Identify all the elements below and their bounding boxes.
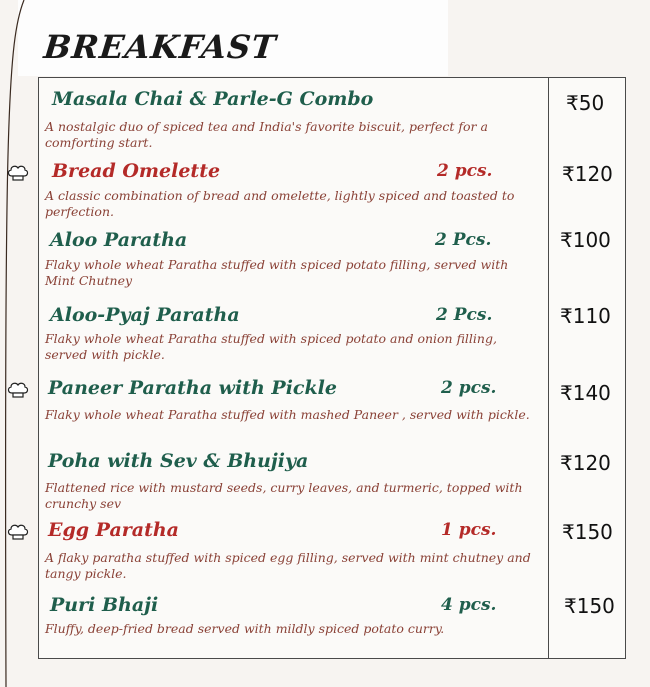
item-description: A classic combination of bread and omelette, lightly spiced and toasted to perfection. bbox=[45, 188, 515, 219]
item-name: Egg Paratha bbox=[48, 519, 179, 541]
price-column-divider bbox=[548, 77, 549, 659]
chef-hat-icon bbox=[6, 381, 30, 399]
item-price: ₹120 bbox=[562, 162, 613, 186]
item-price: ₹100 bbox=[560, 228, 611, 252]
item-description: A flaky paratha stuffed with spiced egg filling, served with mint chutney and tangy pickle. bbox=[45, 550, 531, 581]
item-name: Aloo-Pyaj Paratha bbox=[50, 304, 240, 326]
chef-hat-icon bbox=[6, 523, 30, 541]
item-price: ₹110 bbox=[560, 304, 611, 328]
chef-hat-icon bbox=[6, 164, 30, 182]
item-price: ₹120 bbox=[560, 451, 611, 475]
item-price: ₹50 bbox=[566, 91, 605, 115]
item-quantity: 2 Pcs. bbox=[436, 305, 493, 325]
item-name: Paneer Paratha with Pickle bbox=[48, 377, 337, 399]
item-quantity: 4 pcs. bbox=[441, 595, 497, 615]
item-price: ₹140 bbox=[560, 381, 611, 405]
item-description: Flaky whole wheat Paratha stuffed with spiced potato and onion filling, served with pickle. bbox=[45, 331, 497, 362]
item-name: Puri Bhaji bbox=[50, 594, 159, 616]
item-quantity: 2 pcs. bbox=[437, 161, 493, 181]
item-quantity: 2 pcs. bbox=[441, 378, 497, 398]
item-name: Bread Omelette bbox=[52, 160, 221, 182]
decorative-curve bbox=[0, 0, 30, 687]
item-description: Fluffy, deep-fried bread served with mildly spiced potato curry. bbox=[45, 621, 445, 636]
item-quantity: 1 pcs. bbox=[441, 520, 497, 540]
item-name: Poha with Sev & Bhujiya bbox=[48, 450, 309, 472]
item-description: A nostalgic duo of spiced tea and India's favorite biscuit, perfect for a comforting start. bbox=[45, 119, 488, 150]
item-description: Flaky whole wheat Paratha stuffed with mashed Paneer , served with pickle. bbox=[45, 407, 530, 422]
item-name: Masala Chai & Parle-G Combo bbox=[52, 88, 374, 110]
menu-title: BREAKFAST bbox=[42, 28, 279, 66]
item-quantity: 2 Pcs. bbox=[435, 230, 492, 250]
item-description: Flattened rice with mustard seeds, curry leaves, and turmeric, topped with crunchy sev bbox=[45, 480, 523, 511]
item-name: Aloo Paratha bbox=[50, 229, 188, 251]
item-description: Flaky whole wheat Paratha stuffed with spiced potato filling, served with Mint Chutney bbox=[45, 257, 509, 288]
item-price: ₹150 bbox=[564, 594, 615, 618]
item-price: ₹150 bbox=[562, 520, 613, 544]
